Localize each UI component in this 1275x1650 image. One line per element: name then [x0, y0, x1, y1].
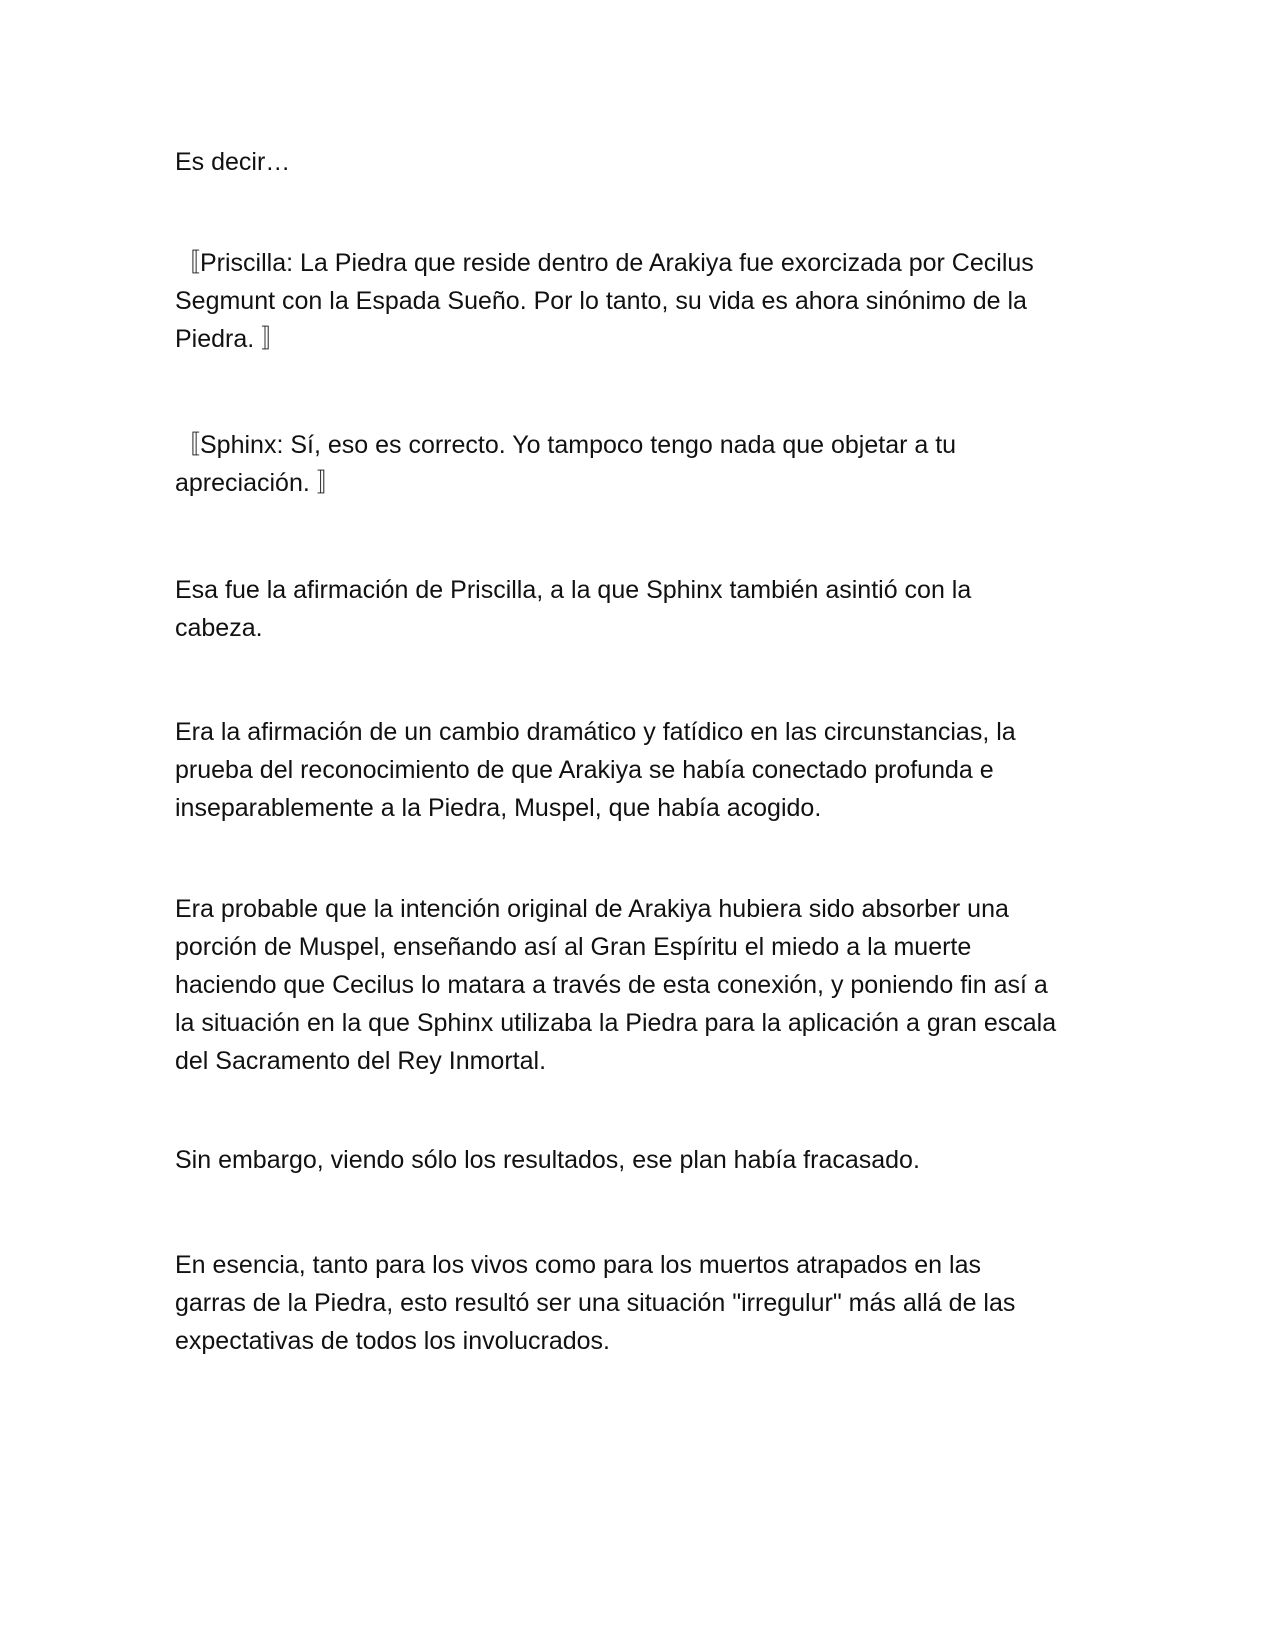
- paragraph-intencion-original: [175, 890, 1095, 1080]
- text-line: Esa fue la afirmación de Priscilla, a la que Sphinx también asintió con la: [175, 576, 972, 604]
- paragraph-en-esencia: [175, 1246, 1095, 1360]
- text-line: Segmunt con la Espada Sueño. Por lo tanto, su vida es ahora sinónimo de la: [175, 287, 1027, 315]
- text-line: prueba del reconocimiento de que Arakiya se había conectado profunda e: [175, 756, 994, 784]
- text-line: Sin embargo, viendo sólo los resultados, ese plan había fracasado.: [175, 1146, 920, 1174]
- paragraph-sphinx-quote: [175, 426, 1095, 502]
- text-line: cabeza.: [175, 614, 263, 642]
- text-line: inseparablemente a la Piedra, Muspel, que había acogido.: [175, 794, 822, 822]
- text-line: garras de la Piedra, esto resultó ser una situación "irregulur" más allá de las: [175, 1289, 1016, 1317]
- paragraph-cambio-dramatico: [175, 713, 1095, 827]
- paragraph-priscilla-quote: [175, 244, 1095, 358]
- text-line: Era probable que la intención original de Arakiya hubiera sido absorber una: [175, 895, 1009, 923]
- text-line: En esencia, tanto para los vivos como para los muertos atrapados en las: [175, 1251, 981, 1279]
- paragraph-es-decir: [175, 143, 1095, 181]
- text-line: 〚Priscilla: La Piedra que reside dentro de Arakiya fue exorcizada por Cecilus: [175, 249, 1034, 277]
- text-line: la situación en la que Sphinx utilizaba la Piedra para la aplicación a gran escala: [175, 1009, 1057, 1037]
- text-line: Es decir…: [175, 148, 291, 176]
- text-line: Era la afirmación de un cambio dramático y fatídico en las circunstancias, la: [175, 718, 1016, 746]
- text-line: 〚Sphinx: Sí, eso es correcto. Yo tampoco tengo nada que objetar a tu: [175, 431, 957, 459]
- text-line: apreciación. 〛: [175, 469, 342, 497]
- paragraph-sin-embargo: [175, 1141, 1095, 1179]
- paragraph-afirmacion: [175, 571, 1095, 647]
- text-line: Piedra. 〛: [175, 325, 287, 353]
- text-line: porción de Muspel, enseñando así al Gran Espíritu el miedo a la muerte: [175, 933, 972, 961]
- text-line: del Sacramento del Rey Inmortal.: [175, 1047, 547, 1075]
- text-line: haciendo que Cecilus lo matara a través de esta conexión, y poniendo fin así a: [175, 971, 1048, 999]
- text-line: expectativas de todos los involucrados.: [175, 1327, 610, 1355]
